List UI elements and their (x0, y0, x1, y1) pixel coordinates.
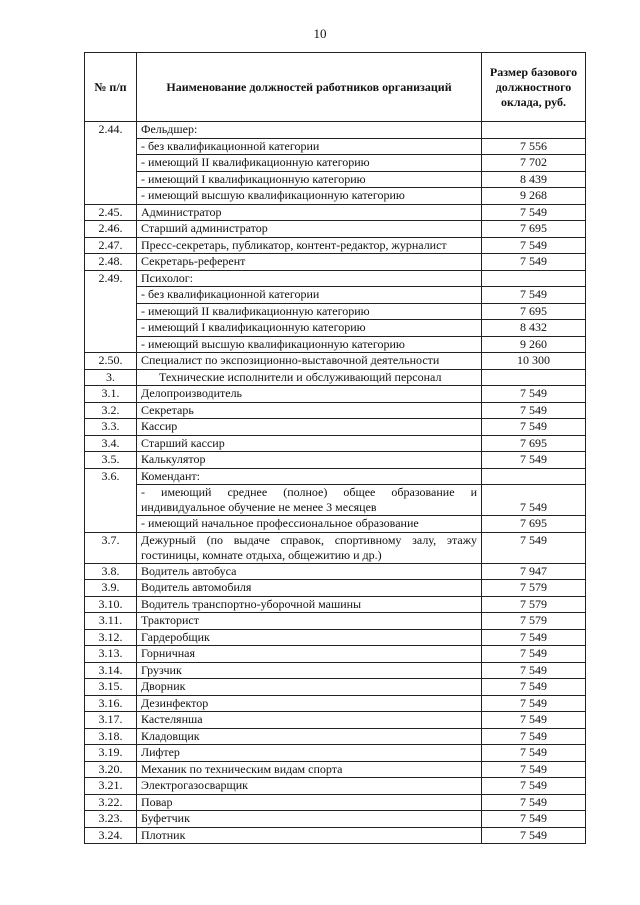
position-name: Кладовщик (137, 728, 482, 745)
table-row (85, 419, 586, 436)
salary-value (482, 369, 586, 386)
row-number (85, 171, 137, 188)
position-name: Горничная (137, 646, 482, 663)
table-row (85, 386, 586, 403)
row-number: 3.17. (85, 712, 137, 729)
salary-value: 7 549 (482, 237, 586, 254)
row-number: 3.2. (85, 402, 137, 419)
salary-value: 7 549 (482, 629, 586, 646)
salary-value: 7 549 (482, 778, 586, 795)
table-row (85, 336, 586, 353)
table-row (85, 662, 586, 679)
row-number: 3.14. (85, 662, 137, 679)
position-name: Секретарь (137, 402, 482, 419)
table-row (85, 303, 586, 320)
position-name: Электрогазосварщик (137, 778, 482, 795)
salary-value (482, 270, 586, 287)
salary-value: 7 549 (482, 402, 586, 419)
salary-value: 7 549 (482, 386, 586, 403)
salary-value: 7 556 (482, 138, 586, 155)
position-name: Фельдшер: (137, 122, 482, 139)
row-number: 2.44. (85, 122, 137, 139)
table-row (85, 485, 586, 516)
header-value: Размер базового должностного оклада, руб. (482, 53, 586, 122)
row-number: 3.18. (85, 728, 137, 745)
table-row (85, 712, 586, 729)
position-name: Тракторист (137, 613, 482, 630)
salary-value: 7 549 (482, 794, 586, 811)
table-row (85, 761, 586, 778)
salary-value: 7 695 (482, 303, 586, 320)
row-number: 3.22. (85, 794, 137, 811)
table-row (85, 237, 586, 254)
position-name: Администратор (137, 204, 482, 221)
position-name: Делопроизводитель (137, 386, 482, 403)
table-row (85, 320, 586, 337)
position-name: Повар (137, 794, 482, 811)
table-body (85, 122, 586, 844)
salary-value: 7 579 (482, 613, 586, 630)
table-row (85, 221, 586, 238)
table-row (85, 122, 586, 139)
position-name: - имеющий высшую квалификационную категорию (137, 188, 482, 205)
position-name: Технические исполнители и обслуживающий персонал (137, 369, 482, 386)
salary-value: 7 549 (482, 695, 586, 712)
position-name: Водитель автомобиля (137, 580, 482, 597)
position-name: Калькулятор (137, 452, 482, 469)
table-row (85, 516, 586, 533)
position-name: - без квалификационной категории (137, 138, 482, 155)
position-name: - имеющий II квалификационную категорию (137, 155, 482, 172)
position-name: Пресс-секретарь, публикатор, контент-редактор, журналист (137, 237, 482, 254)
row-number: 3.23. (85, 811, 137, 828)
position-name: Секретарь-референт (137, 254, 482, 271)
page-number: 10 (313, 26, 327, 41)
salary-value: 8 439 (482, 171, 586, 188)
table-row (85, 452, 586, 469)
position-name: Гардеробщик (137, 629, 482, 646)
row-number: 3.19. (85, 745, 137, 762)
row-number: 3.11. (85, 613, 137, 630)
table-row (85, 138, 586, 155)
salary-value: 7 549 (482, 646, 586, 663)
salary-value: 7 695 (482, 516, 586, 533)
table-row (85, 353, 586, 370)
row-number: 3. (85, 369, 137, 386)
table-row (85, 204, 586, 221)
salary-value: 7 549 (482, 728, 586, 745)
salary-value: 9 268 (482, 188, 586, 205)
row-number (85, 188, 137, 205)
row-number: 3.3. (85, 419, 137, 436)
table-row (85, 794, 586, 811)
row-number (85, 320, 137, 337)
position-name: Кастелянша (137, 712, 482, 729)
table-row (85, 580, 586, 597)
salary-value (482, 122, 586, 139)
table-row (85, 745, 586, 762)
position-name: Старший администратор (137, 221, 482, 238)
position-name: - имеющий II квалификационную категорию (137, 303, 482, 320)
header-num: № п/п (85, 53, 137, 122)
salary-value: 10 300 (482, 353, 586, 370)
salary-value: 7 549 (482, 761, 586, 778)
salary-value: 7 549 (482, 419, 586, 436)
salary-value: 9 260 (482, 336, 586, 353)
row-number (85, 336, 137, 353)
table-row (85, 369, 586, 386)
row-number: 3.21. (85, 778, 137, 795)
position-name: Плотник (137, 827, 482, 844)
row-number (85, 485, 137, 516)
salary-value: 7 579 (482, 596, 586, 613)
position-name: Грузчик (137, 662, 482, 679)
position-name: Старший кассир (137, 435, 482, 452)
table-row (85, 270, 586, 287)
salary-value: 7 549 (482, 254, 586, 271)
salary-value: 7 549 (482, 679, 586, 696)
salary-value: 7 579 (482, 580, 586, 597)
position-name: Психолог: (137, 270, 482, 287)
salary-value: 7 549 (482, 452, 586, 469)
position-name: Буфетчик (137, 811, 482, 828)
row-number: 3.9. (85, 580, 137, 597)
table-header-row (85, 53, 586, 122)
row-number (85, 303, 137, 320)
table-row (85, 613, 586, 630)
position-name: - имеющий начальное профессиональное образование (137, 516, 482, 533)
position-name: Дежурный (по выдаче справок, спортивному залу, этажу гостиницы, комнате отдыха, общежитию и др.) (137, 532, 482, 563)
salary-value: 7 549 (482, 204, 586, 221)
row-number: 3.20. (85, 761, 137, 778)
table-row (85, 287, 586, 304)
row-number (85, 287, 137, 304)
table-row (85, 679, 586, 696)
row-number: 3.1. (85, 386, 137, 403)
salary-value: 7 549 (482, 745, 586, 762)
table-row (85, 827, 586, 844)
row-number: 3.5. (85, 452, 137, 469)
row-number: 3.12. (85, 629, 137, 646)
table-row (85, 596, 586, 613)
header-name: Наименование должностей работников организаций (137, 53, 482, 122)
row-number: 3.8. (85, 563, 137, 580)
row-number: 3.4. (85, 435, 137, 452)
row-number: 3.13. (85, 646, 137, 663)
salary-value: 7 549 (482, 287, 586, 304)
table-row (85, 778, 586, 795)
table-row (85, 435, 586, 452)
row-number: 3.7. (85, 532, 137, 563)
row-number: 2.50. (85, 353, 137, 370)
table-row (85, 728, 586, 745)
row-number: 3.10. (85, 596, 137, 613)
table-row (85, 563, 586, 580)
position-name: Дезинфектор (137, 695, 482, 712)
row-number: 3.16. (85, 695, 137, 712)
salary-value: 7 549 (482, 827, 586, 844)
row-number: 3.6. (85, 468, 137, 485)
salary-value: 7 549 (482, 712, 586, 729)
position-name: - имеющий среднее (полное) общее образование и индивидуальное обучение не менее 3 месяцев (137, 485, 482, 516)
salary-value: 7 549 (482, 532, 586, 563)
position-name: Водитель транспортно-уборочной машины (137, 596, 482, 613)
position-name: - имеющий высшую квалификационную категорию (137, 336, 482, 353)
salary-value: 7 549 (482, 485, 586, 516)
row-number (85, 138, 137, 155)
row-number: 2.46. (85, 221, 137, 238)
position-name: - имеющий I квалификационную категорию (137, 171, 482, 188)
table-row (85, 171, 586, 188)
row-number: 2.47. (85, 237, 137, 254)
position-name: Специалист по экспозиционно-выставочной деятельности (137, 353, 482, 370)
table-row (85, 254, 586, 271)
position-name: Лифтер (137, 745, 482, 762)
salary-table (84, 52, 586, 844)
position-name: Дворник (137, 679, 482, 696)
table-row (85, 629, 586, 646)
salary-value: 7 549 (482, 811, 586, 828)
row-number: 2.49. (85, 270, 137, 287)
position-name: Кассир (137, 419, 482, 436)
salary-value: 7 702 (482, 155, 586, 172)
salary-value (482, 468, 586, 485)
salary-value: 7 695 (482, 221, 586, 238)
salary-value: 7 947 (482, 563, 586, 580)
table-row (85, 402, 586, 419)
row-number: 3.15. (85, 679, 137, 696)
row-number (85, 516, 137, 533)
row-number: 3.24. (85, 827, 137, 844)
position-name: Комендант: (137, 468, 482, 485)
table-row (85, 468, 586, 485)
position-name: - без квалификационной категории (137, 287, 482, 304)
row-number: 2.48. (85, 254, 137, 271)
table-row (85, 646, 586, 663)
table-row (85, 532, 586, 563)
table-row (85, 155, 586, 172)
table-row (85, 811, 586, 828)
position-name: Механик по техническим видам спорта (137, 761, 482, 778)
position-name: Водитель автобуса (137, 563, 482, 580)
salary-value: 8 432 (482, 320, 586, 337)
salary-value: 7 549 (482, 662, 586, 679)
position-name: - имеющий I квалификационную категорию (137, 320, 482, 337)
row-number: 2.45. (85, 204, 137, 221)
row-number (85, 155, 137, 172)
salary-value: 7 695 (482, 435, 586, 452)
table-row (85, 695, 586, 712)
table-row (85, 188, 586, 205)
